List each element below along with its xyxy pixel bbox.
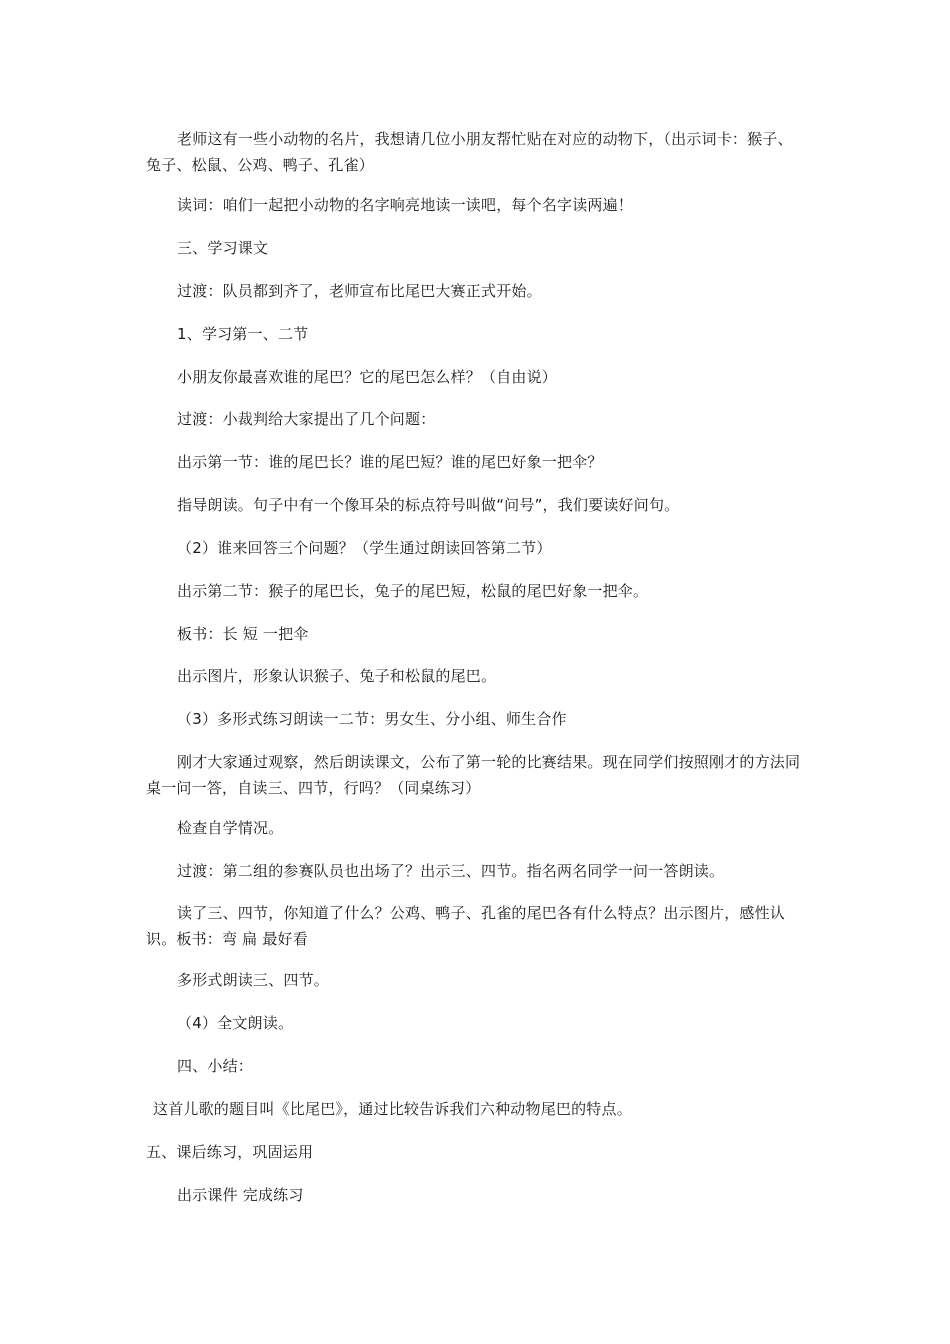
paragraph-read-3-4: 多形式朗读三、四节。 bbox=[177, 971, 330, 989]
paragraph-courseware: 出示课件 完成练习 bbox=[177, 1186, 304, 1204]
paragraph-transition-3: 过渡：第二组的参赛队员也出场了？出示三、四节。指名两名同学一问一答朗读。 bbox=[177, 862, 725, 880]
paragraph-show-section-2: 出示第二节：猴子的尾巴长，兔子的尾巴短，松鼠的尾巴好象一把伞。 bbox=[177, 582, 649, 600]
paragraph-favorite-tail: 小朋友你最喜欢谁的尾巴？它的尾巴怎么样？（自由说） bbox=[177, 368, 558, 386]
paragraph-transition-1: 过渡：队员都到齐了，老师宣布比尾巴大赛正式开始。 bbox=[177, 282, 542, 300]
paragraph-check-self-study: 检查自学情况。 bbox=[177, 819, 284, 837]
paragraph-transition-2: 过渡：小裁判给大家提出了几个问题： bbox=[177, 410, 436, 428]
paragraph-board-1: 板书：长 短 一把伞 bbox=[177, 625, 309, 643]
paragraph-name-cards: 老师这有一些小动物的名片，我想请几位小朋友帮忙贴在对应的动物下，（出示词卡：猴子、兔子、松鼠、公鸡、鸭子、孔雀） bbox=[146, 130, 793, 174]
paragraph-show-section-1: 出示第一节：谁的尾巴长？谁的尾巴短？谁的尾巴好象一把伞？ bbox=[177, 453, 603, 471]
paragraph-read-words: 读词：咱们一起把小动物的名字响亮地读一读吧，每个名字读两遍！ bbox=[177, 196, 634, 214]
paragraph-observe-results: 刚才大家通过观察，然后朗读课文，公布了第一轮的比赛结果。现在同学们按照刚才的方法同桌一问一答，自读三、四节，行吗？（同桌练习） bbox=[146, 753, 801, 797]
paragraph-summary-text: 这首儿歌的题目叫《比尾巴》，通过比较告诉我们六种动物尾巴的特点。 bbox=[153, 1100, 632, 1118]
paragraph-answer-questions: （2）谁来回答三个问题？（学生通过朗读回答第二节） bbox=[177, 539, 552, 557]
heading-section-1-2: 1、学习第一、二节 bbox=[177, 325, 309, 343]
heading-summary: 四、小结： bbox=[177, 1057, 254, 1075]
heading-after-class: 五、课后练习，巩固运用 bbox=[146, 1143, 314, 1161]
paragraph-show-pictures-1: 出示图片，形象认识猴子、兔子和松鼠的尾巴。 bbox=[177, 667, 497, 685]
paragraph-sections-3-4: 读了三、四节，你知道了什么？公鸡、鸭子、孔雀的尾巴各有什么特点？出示图片，感性认识。板书：弯 扁 最好看 bbox=[146, 904, 786, 948]
heading-learn-text: 三、学习课文 bbox=[177, 239, 269, 257]
paragraph-guided-reading: 指导朗读。句子中有一个像耳朵的标点符号叫做“问号”，我们要读好问句。 bbox=[177, 496, 680, 514]
paragraph-full-reading: （4）全文朗读。 bbox=[177, 1014, 294, 1032]
paragraph-practice-reading: （3）多形式练习朗读一二节：男女生、分小组、师生合作 bbox=[177, 710, 567, 728]
